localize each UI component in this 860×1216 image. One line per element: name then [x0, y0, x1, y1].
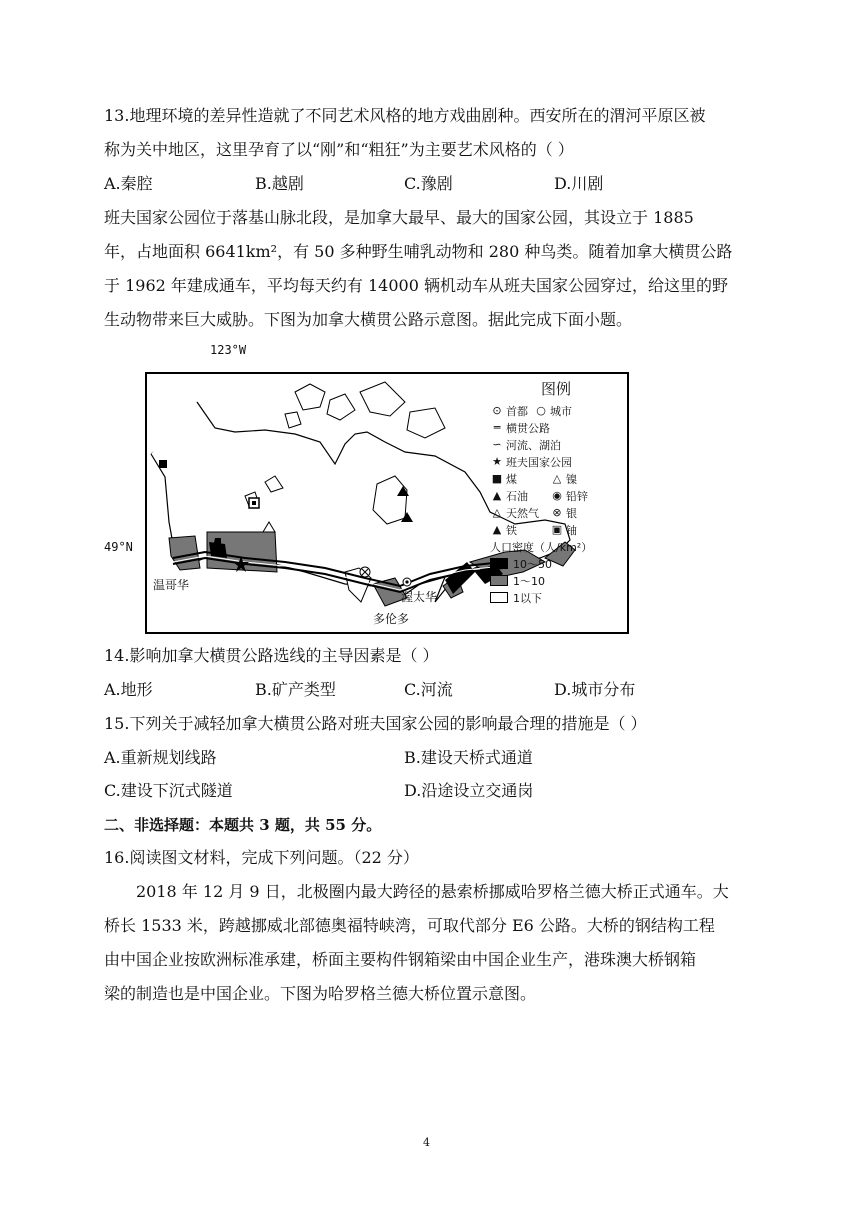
legend-row-oil-leadzinc [490, 487, 622, 504]
page-number: 4 [423, 1136, 430, 1149]
legend-row-park [490, 453, 622, 470]
legend-row-highway [490, 419, 622, 436]
legend-row-gas-silver [490, 504, 622, 521]
legend-river-lake: 河流、湖泊 [506, 438, 561, 452]
silver-icon: ⊗ [552, 506, 562, 519]
legend-uranium: 铀 [566, 523, 577, 537]
map-legend [490, 378, 622, 606]
section-2-heading: 二、非选择题：本题共 3 题，共 55 分。 [104, 816, 382, 834]
q16-para-line-1: 2018 年 12 月 9 日，北极圈内最大跨径的悬索桥挪威哈罗格兰德大桥正式通车。大 [136, 882, 729, 901]
city-icon: ○ [536, 404, 546, 417]
q16-para-line-2: 桥长 1533 米，跨越挪威北部德奥福特峡湾，可取代部分 E6 公路。大桥的钢结构工程 [104, 916, 715, 935]
legend-row-capital-city [490, 402, 622, 419]
nickel-icon: △ [552, 472, 562, 485]
legend-silver: 银 [566, 506, 577, 520]
leadzinc-icon: ◉ [552, 489, 562, 502]
legend-density-low: 1以下 [513, 591, 542, 605]
highway-icon: ═ [493, 421, 501, 434]
legend-oil: 石油 [506, 489, 528, 503]
q15-option-a: A.重新规划线路 [104, 748, 217, 767]
legend-row-iron-uranium [490, 521, 622, 538]
density-low-swatch [490, 592, 508, 603]
q15-option-d: D.沿途设立交通岗 [404, 781, 534, 800]
passage-line-1: 班夫国家公园位于落基山脉北段，是加拿大最早、最大的国家公园，其设立于 1885 [104, 208, 694, 227]
coal-icon: ■ [491, 472, 503, 485]
density-high-swatch [490, 558, 508, 569]
iron-icon: ▲ [492, 523, 502, 536]
legend-row-river [490, 436, 622, 453]
legend-nickel: 镍 [566, 472, 577, 486]
q16-para-line-4: 梁的制造也是中国企业。下图为哈罗格兰德大桥位置示意图。 [104, 984, 537, 1003]
q15-option-c: C.建设下沉式隧道 [104, 781, 233, 800]
passage-line-2: 年，占地面积 6641km²，有 50 多种野生哺乳动物和 280 种鸟类。随着加拿大横贯公路 [104, 242, 733, 261]
q13-option-b: B.越剧 [255, 174, 304, 193]
q14-option-c: C.河流 [404, 680, 453, 699]
q14-option-d: D.城市分布 [554, 680, 636, 699]
passage-line-3: 于 1962 年建成通车，平均每天约有 14000 辆机动车从班夫国家公园穿过，给这里的野 [104, 276, 728, 295]
city-vancouver: 温哥华 [153, 578, 190, 592]
q16-stem: 16.阅读图文材料，完成下列问题。（22 分） [104, 848, 419, 867]
q16-para-line-3: 由中国企业按欧洲标准承建，桥面主要构件钢箱梁由中国企业生产，港珠澳大桥钢箱 [104, 950, 697, 969]
legend-density-high: 10～50 [513, 557, 552, 571]
star-icon: ★ [492, 455, 502, 468]
legend-title: 图例 [540, 380, 571, 398]
q14-option-b: B.矿产类型 [255, 680, 336, 699]
legend-row-density-high [490, 555, 622, 572]
q13-option-c: C.豫剧 [404, 174, 453, 193]
q14-option-a: A.地形 [104, 680, 153, 699]
city-toronto: 多伦多 [373, 612, 410, 626]
q15-stem: 15.下列关于减轻加拿大横贯公路对班夫国家公园的影响最合理的措施是（ ） [104, 714, 647, 733]
latitude-label: 49°N [104, 540, 133, 554]
oil-icon: ▲ [492, 489, 502, 502]
q13-line-2: 称为关中地区，这里孕育了以“刚”和“粗狂”为主要艺术风格的（ ） [104, 140, 574, 159]
legend-row-density-mid [490, 572, 622, 589]
gas-icon: △ [492, 506, 502, 519]
q13-line-1: 13.地理环境的差异性造就了不同艺术风格的地方戏曲剧种。西安所在的渭河平原区被 [104, 106, 706, 125]
legend-city: 城市 [550, 404, 572, 418]
legend-row-density-low [490, 589, 622, 606]
q14-stem: 14.影响加拿大横贯公路选线的主导因素是（ ） [104, 646, 439, 665]
passage-line-4: 生动物带来巨大威胁。下图为加拿大横贯公路示意图。据此完成下面小题。 [104, 310, 633, 329]
legend-leadzinc: 铅锌 [566, 489, 588, 503]
legend-row-coal-nickel [490, 470, 622, 487]
longitude-label: 123°W [210, 343, 247, 357]
legend-highway: 横贯公路 [506, 421, 550, 435]
uranium-icon: ▣ [551, 523, 563, 536]
legend-coal: 煤 [506, 472, 517, 486]
q13-option-d: D.川剧 [554, 174, 604, 193]
legend-park: 班夫国家公园 [506, 455, 572, 469]
city-ottawa: 渥太华 [401, 590, 438, 604]
legend-iron: 铁 [506, 523, 517, 537]
legend-gas: 天然气 [506, 506, 539, 520]
capital-icon: ⊙ [492, 404, 502, 417]
legend-density-mid: 1～10 [513, 574, 545, 588]
canada-highway-map [145, 372, 629, 634]
q15-option-b: B.建设天桥式通道 [404, 748, 533, 767]
legend-capital: 首都 [506, 404, 528, 418]
density-mid-swatch [490, 575, 508, 586]
q13-option-a: A.秦腔 [104, 174, 153, 193]
river-lake-icon: ∽ [492, 438, 502, 451]
legend-density-title: 人口密度（人/km²） [490, 540, 593, 554]
